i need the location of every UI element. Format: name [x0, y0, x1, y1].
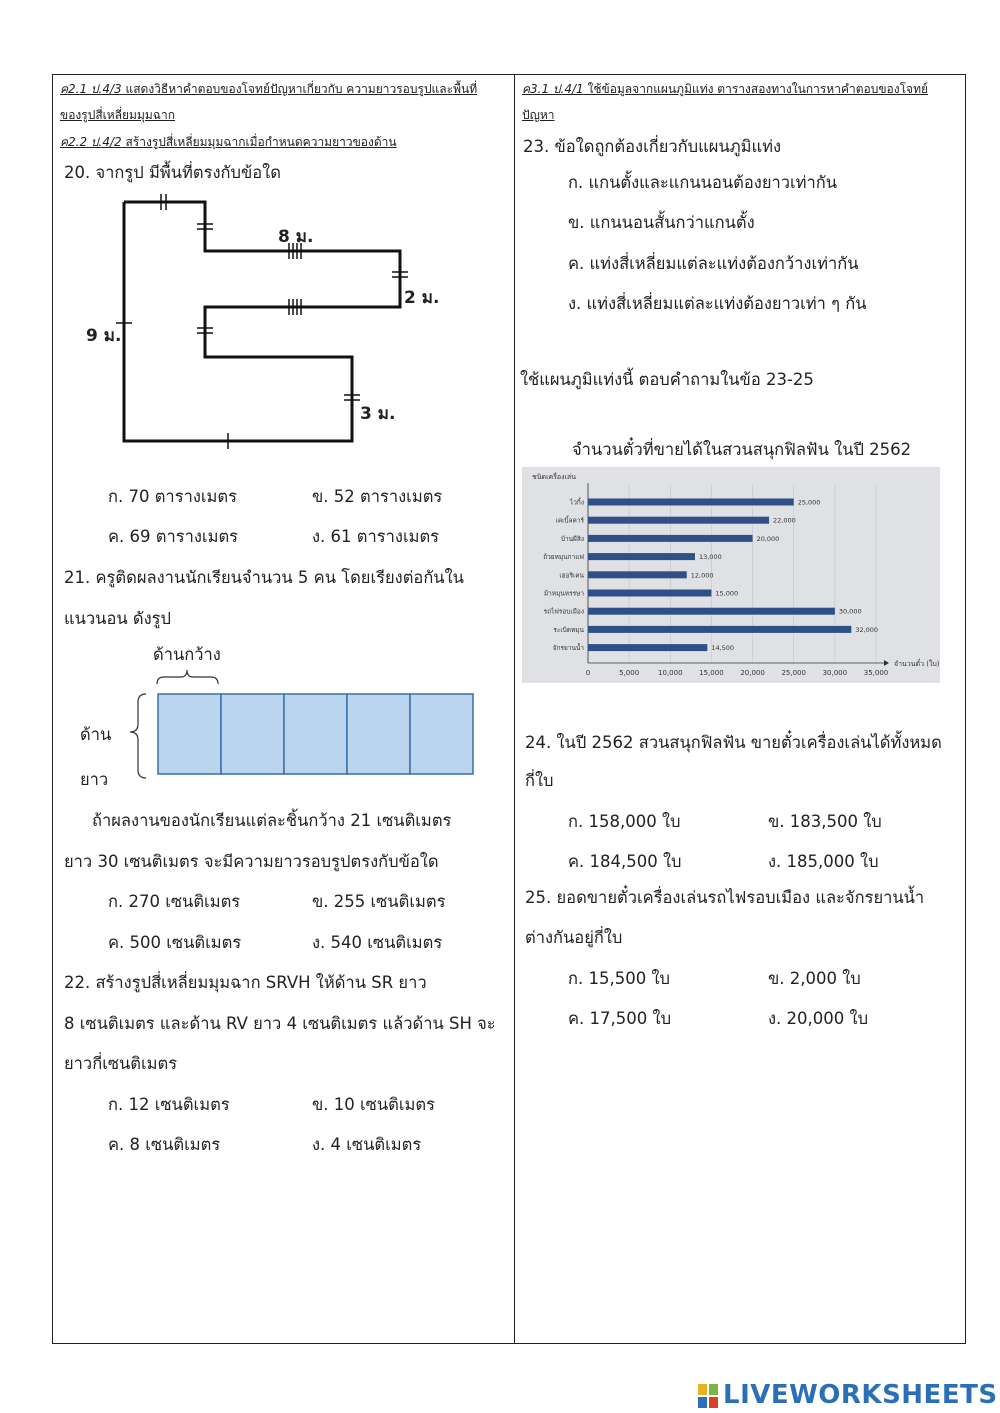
q21-length-label-1: ด้าน [80, 725, 112, 744]
q24-option-d[interactable]: ง. 185,000 ใบ [768, 852, 879, 871]
q21-option-c[interactable]: ค. 500 เซนติเมตร [108, 933, 242, 952]
question-21-cont: แนวนอน ดังรูป [64, 609, 172, 628]
chart-category-label: ม้าหมุนหรรษา [543, 589, 584, 598]
chart-xtick-label: 5,000 [619, 669, 640, 677]
question-22-cont: 8 เซนติเมตร และด้าน RV ยาว 4 เซนติเมตร แล้วด้าน SH จะ [64, 1014, 496, 1033]
standard-2: ค2.2 ป.4/2 สร้างรูปสี่เหลี่ยมมุมฉากเมื่อกำหนดความยาวของด้าน [60, 135, 397, 149]
q21-option-b[interactable]: ข. 255 เซนติเมตร [312, 892, 446, 911]
chart-instruction: ใช้แผนภูมิแท่งนี้ ตอบคำถามในข้อ 23-25 [520, 370, 814, 389]
chart-category-label: ถ้วยหมุนกาแฟ [543, 553, 584, 562]
question-21-body: ถ้าผลงานของนักเรียนแต่ละชิ้นกว้าง 21 เซนติเมตร [92, 811, 452, 830]
liveworksheets-badge-icon [697, 1383, 719, 1409]
chart-category-label: เคเบิ้ลคาร์ [555, 516, 584, 525]
chart-bar [588, 644, 707, 651]
q22-option-b[interactable]: ข. 10 เซนติเมตร [312, 1095, 435, 1114]
chart-category-label: ระเบิดหมุน [553, 625, 584, 634]
q22-option-c[interactable]: ค. 8 เซนติเมตร [108, 1135, 221, 1154]
question-21: 21. ครูติดผลงานนักเรียนจำนวน 5 คน โดยเรียงต่อกันใน [64, 568, 464, 587]
q21-panels [158, 694, 473, 774]
standard-1-cont: ของรูปสี่เหลี่ยมมุมฉาก [60, 108, 175, 122]
chart-bar [588, 590, 711, 597]
chart-title: จำนวนตั๋วที่ขายได้ในสวนสนุกฟิลฟัน ในปี 2562 [572, 440, 912, 459]
q23-option-c[interactable]: ค. แท่งสี่เหลี่ยมแต่ละแท่งต้องกว้างเท่ากัน [568, 254, 859, 273]
chart-category-label: เฮอริเคน [559, 571, 584, 580]
question-22-cont-2: ยาวกี่เซนติเมตร [64, 1054, 178, 1073]
chart-bar [588, 553, 695, 560]
chart-xlabel: จำนวนตั๋ว (ใบ) [894, 660, 940, 668]
q20-label-3m: 3 ม. [360, 404, 396, 424]
q20-option-d[interactable]: ง. 61 ตารางเมตร [312, 527, 440, 546]
chart-bar [588, 608, 835, 615]
q25-option-c[interactable]: ค. 17,500 ใบ [568, 1009, 672, 1028]
chart-value-label: 25,000 [797, 498, 821, 507]
question-24-cont: กี่ใบ [525, 771, 554, 790]
chart-category-label: ไวกิ้ง [569, 498, 584, 507]
chart-bar [588, 517, 769, 524]
q20-label-9m: 9 ม. [86, 326, 122, 346]
chart-value-label: 20,000 [756, 534, 780, 543]
chart-xtick-label: 25,000 [781, 669, 806, 677]
chart-xtick-label: 30,000 [822, 669, 848, 677]
chart-xtick-label: 10,000 [658, 669, 683, 677]
q21-length-brace [116, 692, 152, 780]
question-21-body-cont: ยาว 30 เซนติเมตร จะมีความยาวรอบรูปตรงกับข้อใด [64, 852, 439, 871]
chart-xtick-label: 15,000 [699, 669, 724, 677]
q21-width-label: ด้านกว้าง [153, 645, 221, 664]
q23-option-b[interactable]: ข. แกนนอนสั้นกว่าแกนตั้ง [568, 213, 755, 232]
chart-value-label: 13,000 [698, 553, 722, 562]
chart-ylabel: ชนิดเครื่องเล่น [532, 473, 577, 481]
liveworksheets-brand: LIVEWORKSHEETS [723, 1380, 998, 1410]
chart-x-axis-arrow [884, 660, 889, 666]
chart-value-label: 30,000 [838, 607, 862, 616]
q20-option-c[interactable]: ค. 69 ตารางเมตร [108, 527, 239, 546]
chart-bar [588, 535, 753, 542]
chart-category-label: บ้านผีสิง [560, 534, 584, 543]
q21-option-d[interactable]: ง. 540 เซนติเมตร [312, 933, 443, 952]
chart-bar [588, 571, 687, 578]
q23-option-a[interactable]: ก. แกนตั้งและแกนนอนต้องยาวเท่ากัน [568, 173, 838, 192]
standard-3: ค3.1 ป.4/1 ใช้ข้อมูลจากแผนภูมิแท่ง ตารางสองทางในการหาคำตอบของโจทย์ [522, 82, 929, 96]
q20-option-b[interactable]: ข. 52 ตารางเมตร [312, 487, 443, 506]
chart-category-label: รถไฟรอบเมือง [543, 607, 584, 616]
q20-polygon [124, 202, 400, 441]
column-divider [514, 74, 515, 1344]
q20-label-8m: 8 ม. [278, 227, 314, 247]
liveworksheets-logo [697, 1380, 998, 1410]
q21-board-figure [150, 666, 480, 781]
chart-value-label: 32,000 [855, 625, 879, 634]
chart-xtick-label: 0 [585, 669, 591, 677]
q22-option-a[interactable]: ก. 12 เซนติเมตร [108, 1095, 230, 1114]
chart-value-label: 15,000 [715, 589, 739, 598]
chart-category-label: จักรยานน้ำ [552, 644, 584, 653]
chart-xtick-label: 20,000 [740, 669, 765, 677]
question-25: 25. ยอดขายตั๋วเครื่องเล่นรถไฟรอบเมือง และจักรยานน้ำ [525, 888, 925, 907]
q21-length-label-2: ยาว [80, 770, 109, 789]
standard-1: ค2.1 ป.4/3 แสดงวิธีหาคำตอบของโจทย์ปัญหาเกี่ยวกับ ความยาวรอบรูปและพื้นที่ [60, 82, 478, 96]
q25-option-d[interactable]: ง. 20,000 ใบ [768, 1009, 869, 1028]
chart-bar [588, 499, 794, 506]
q24-option-a[interactable]: ก. 158,000 ใบ [568, 812, 681, 831]
q20-label-2m: 2 ม. [404, 288, 440, 308]
q20-shape-figure [80, 190, 460, 460]
question-24: 24. ในปี 2562 สวนสนุกฟิลฟัน ขายตั๋วเครื่องเล่นได้ทั้งหมด [525, 733, 942, 752]
bar-chart [522, 467, 940, 683]
question-20: 20. จากรูป มีพื้นที่ตรงกับข้อใด [64, 163, 281, 182]
chart-value-label: 22,000 [773, 516, 796, 525]
q25-option-a[interactable]: ก. 15,500 ใบ [568, 969, 670, 988]
q22-option-d[interactable]: ง. 4 เซนติเมตร [312, 1135, 422, 1154]
q23-option-d[interactable]: ง. แท่งสี่เหลี่ยมแต่ละแท่งต้องยาวเท่า ๆ กัน [568, 294, 867, 313]
question-25-cont: ต่างกันอยู่กี่ใบ [525, 928, 623, 947]
q21-option-a[interactable]: ก. 270 เซนติเมตร [108, 892, 241, 911]
q24-option-c[interactable]: ค. 184,500 ใบ [568, 852, 682, 871]
chart-value-label: 14,500 [711, 644, 735, 653]
chart-value-label: 12,000 [690, 571, 714, 580]
chart-xtick-label: 35,000 [863, 669, 889, 677]
chart-bar [588, 626, 851, 633]
question-22: 22. สร้างรูปสี่เหลี่ยมมุมฉาก SRVH ให้ด้าน SR ยาว [64, 973, 427, 992]
q25-option-b[interactable]: ข. 2,000 ใบ [768, 969, 861, 988]
standard-3-cont: ปัญหา [522, 108, 555, 122]
q24-option-b[interactable]: ข. 183,500 ใบ [768, 812, 882, 831]
question-23: 23. ข้อใดถูกต้องเกี่ยวกับแผนภูมิแท่ง [523, 137, 782, 156]
q20-option-a[interactable]: ก. 70 ตารางเมตร [108, 487, 237, 506]
